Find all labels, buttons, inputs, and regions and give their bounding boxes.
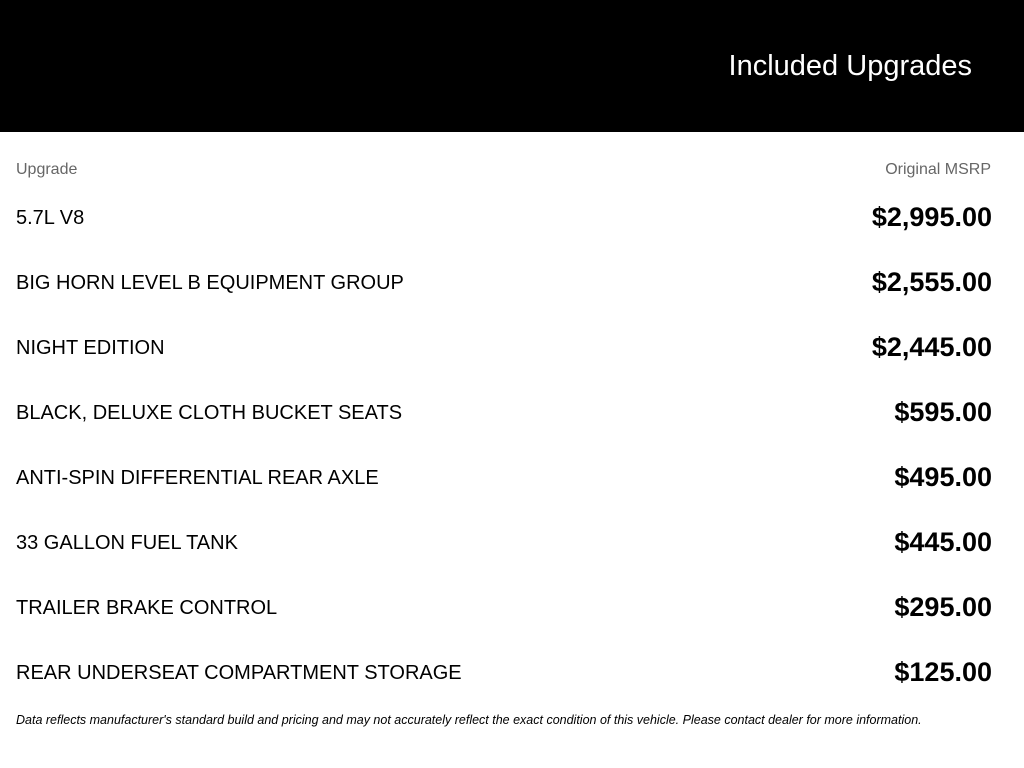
upgrade-name: 5.7L V8 (16, 207, 85, 229)
upgrade-price: $2,555.00 (871, 267, 992, 297)
list-item (0, 525, 1024, 590)
list-item (0, 330, 1024, 395)
upgrade-price: $495.00 (894, 462, 992, 492)
column-header-msrp: Original MSRP (885, 161, 991, 178)
upgrade-name: REAR UNDERSEAT COMPARTMENT STORAGE (16, 662, 462, 684)
upgrade-price: $595.00 (894, 397, 992, 427)
upgrade-name: TRAILER BRAKE CONTROL (16, 597, 278, 619)
upgrade-price: $125.00 (894, 657, 992, 687)
disclaimer-text: Data reflects manufacturer's standard build and pricing and may not accurately reflect the exact condition of this vehicle. Please contact dealer for more information. (16, 713, 922, 727)
upgrades-list (0, 200, 1024, 720)
upgrade-name: BIG HORN LEVEL B EQUIPMENT GROUP (16, 272, 404, 294)
list-item (0, 265, 1024, 330)
header-banner (0, 0, 1024, 132)
upgrade-name: 33 GALLON FUEL TANK (16, 532, 238, 554)
column-header-upgrade: Upgrade (16, 161, 78, 178)
list-item (0, 395, 1024, 460)
upgrade-name: NIGHT EDITION (16, 337, 165, 359)
list-item (0, 200, 1024, 265)
page-title: Included Upgrades (728, 50, 972, 82)
upgrade-price: $2,995.00 (871, 202, 992, 232)
upgrade-price: $445.00 (894, 527, 992, 557)
list-item (0, 655, 1024, 720)
upgrade-name: ANTI-SPIN DIFFERENTIAL REAR AXLE (16, 467, 379, 489)
upgrade-price: $2,445.00 (871, 332, 992, 362)
upgrade-price: $295.00 (894, 592, 992, 622)
list-item (0, 460, 1024, 525)
list-item (0, 590, 1024, 655)
upgrade-name: BLACK, DELUXE CLOTH BUCKET SEATS (16, 402, 403, 424)
